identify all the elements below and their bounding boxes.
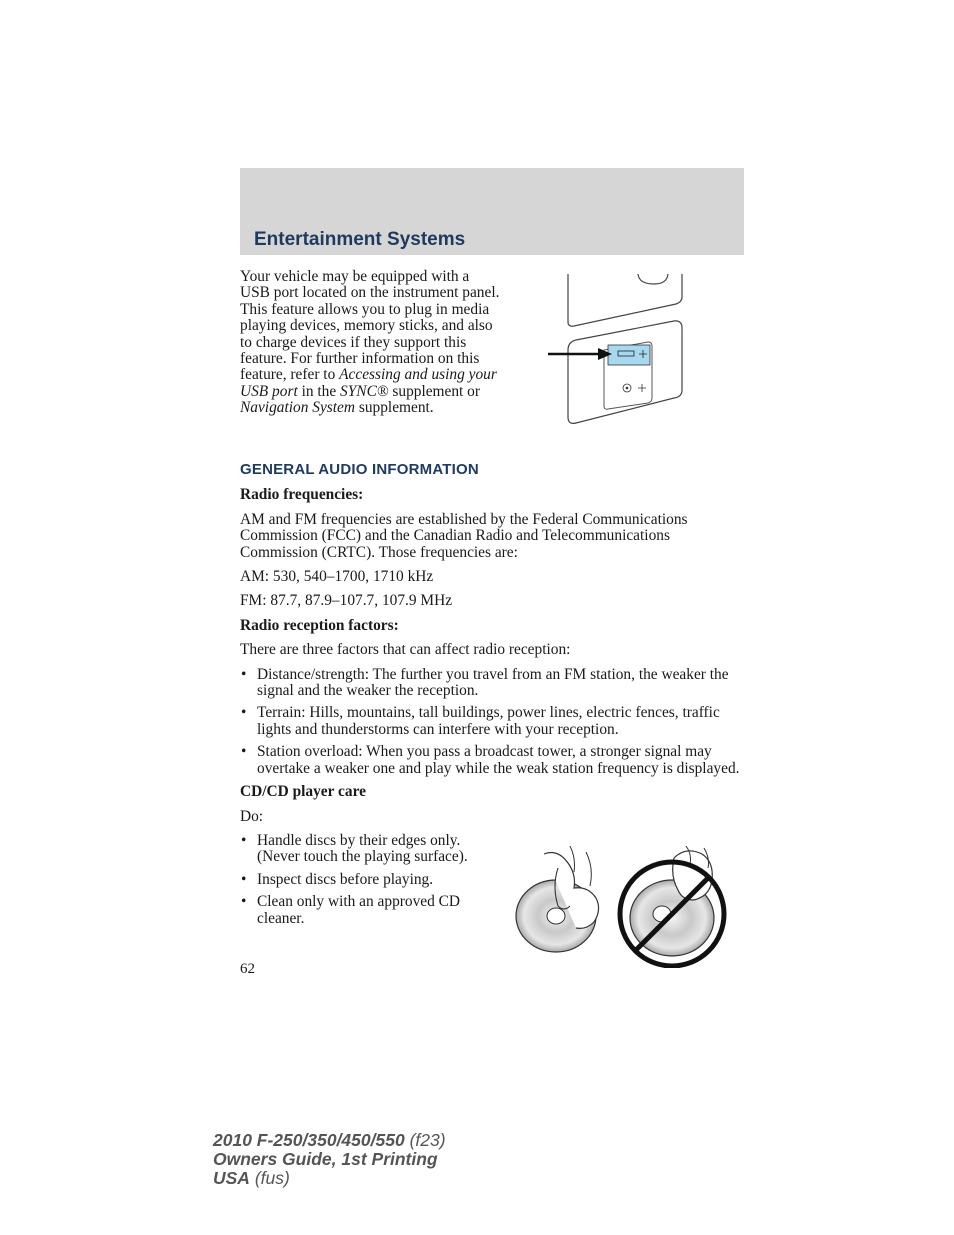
footer-region: USA (213, 1168, 250, 1188)
list-item (240, 744, 745, 777)
bullet: • (241, 893, 247, 911)
list-item (240, 667, 745, 700)
am-frequencies: AM: 530, 540–1700, 1710 kHz (240, 568, 434, 586)
list-item-text: Clean only with an approved CD cleaner. (257, 893, 461, 927)
general-audio-heading: GENERAL AUDIO INFORMATION (240, 461, 479, 478)
list-item-text: Terrain: Hills, mountains, tall buildings, power lines, electric fences, traffic lights and thunderstorms can interfere with your reception. (257, 704, 720, 738)
reception-factors-label: Radio reception factors: (240, 616, 399, 634)
footer-guide-line: Owners Guide, 1st Printing (213, 1149, 438, 1169)
bullet: • (241, 870, 247, 888)
usb-port-illustration (540, 270, 690, 430)
bullet: • (241, 831, 247, 849)
cd-handling-illustration (514, 846, 729, 968)
footer-model-code: (f23) (404, 1130, 446, 1150)
footer-region-line (213, 1169, 446, 1188)
cd-do-label: Do: (240, 807, 264, 825)
footer-model: 2010 F-250/350/450/550 (213, 1130, 405, 1150)
sync-reference: SYNC® (340, 382, 389, 400)
bullet: • (241, 704, 247, 722)
list-item (240, 833, 490, 866)
bullet: • (241, 743, 247, 761)
reception-factors-text: There are three factors that can affect radio reception: (240, 641, 571, 659)
page-number: 62 (240, 961, 255, 977)
footer-model-line (213, 1131, 446, 1150)
fm-frequencies: FM: 87.7, 87.9–107.7, 107.9 MHz (240, 592, 453, 610)
intro-text: supplement or (388, 382, 481, 400)
navigation-reference: Navigation System (240, 399, 355, 417)
intro-text: in the (297, 382, 341, 400)
reception-factors-list (240, 667, 745, 777)
correct-handling-disc-icon (516, 846, 599, 952)
cd-care-list (240, 833, 490, 927)
bullet: • (241, 665, 247, 683)
usb-port-highlight (608, 345, 650, 365)
intro-text: supplement. (355, 399, 434, 417)
list-item (240, 705, 745, 738)
footer-region-code: (fus) (249, 1168, 290, 1188)
list-item-text: Handle discs by their edges only. (Never touch the playing surface). (257, 831, 468, 866)
cd-care-label: CD/CD player care (240, 783, 366, 801)
intro-text: Your vehicle may be equipped with a USB port located on the instrument panel. This feature allows you to plug in media playing devices, memory sticks, and also to charge devices if they support this feature. For further information on this feature, refer to (240, 268, 500, 384)
list-item (240, 872, 490, 888)
usb-intro-paragraph (240, 269, 502, 417)
section-title: Entertainment Systems (254, 229, 466, 250)
radio-frequencies-text: AM and FM frequencies are established by the Federal Communications Commission (FCC) and the Canadian Radio and Telecommunications Commission (CRTC). Those frequencies are: (240, 510, 688, 561)
radio-frequencies-label: Radio frequencies: (240, 486, 364, 504)
usb-port-reference: Accessing and using your USB port (240, 366, 497, 400)
list-item-text: Station overload: When you pass a broadcast tower, a stronger signal may overtake a weaker one and play while the weak station frequency is displayed. (257, 743, 740, 777)
list-item-text: Distance/strength: The further you travel from an FM station, the weaker the signal and the weaker the reception. (257, 665, 729, 700)
document-footer (213, 1131, 446, 1188)
list-item-text: Inspect discs before playing. (257, 870, 434, 888)
list-item (240, 894, 490, 927)
